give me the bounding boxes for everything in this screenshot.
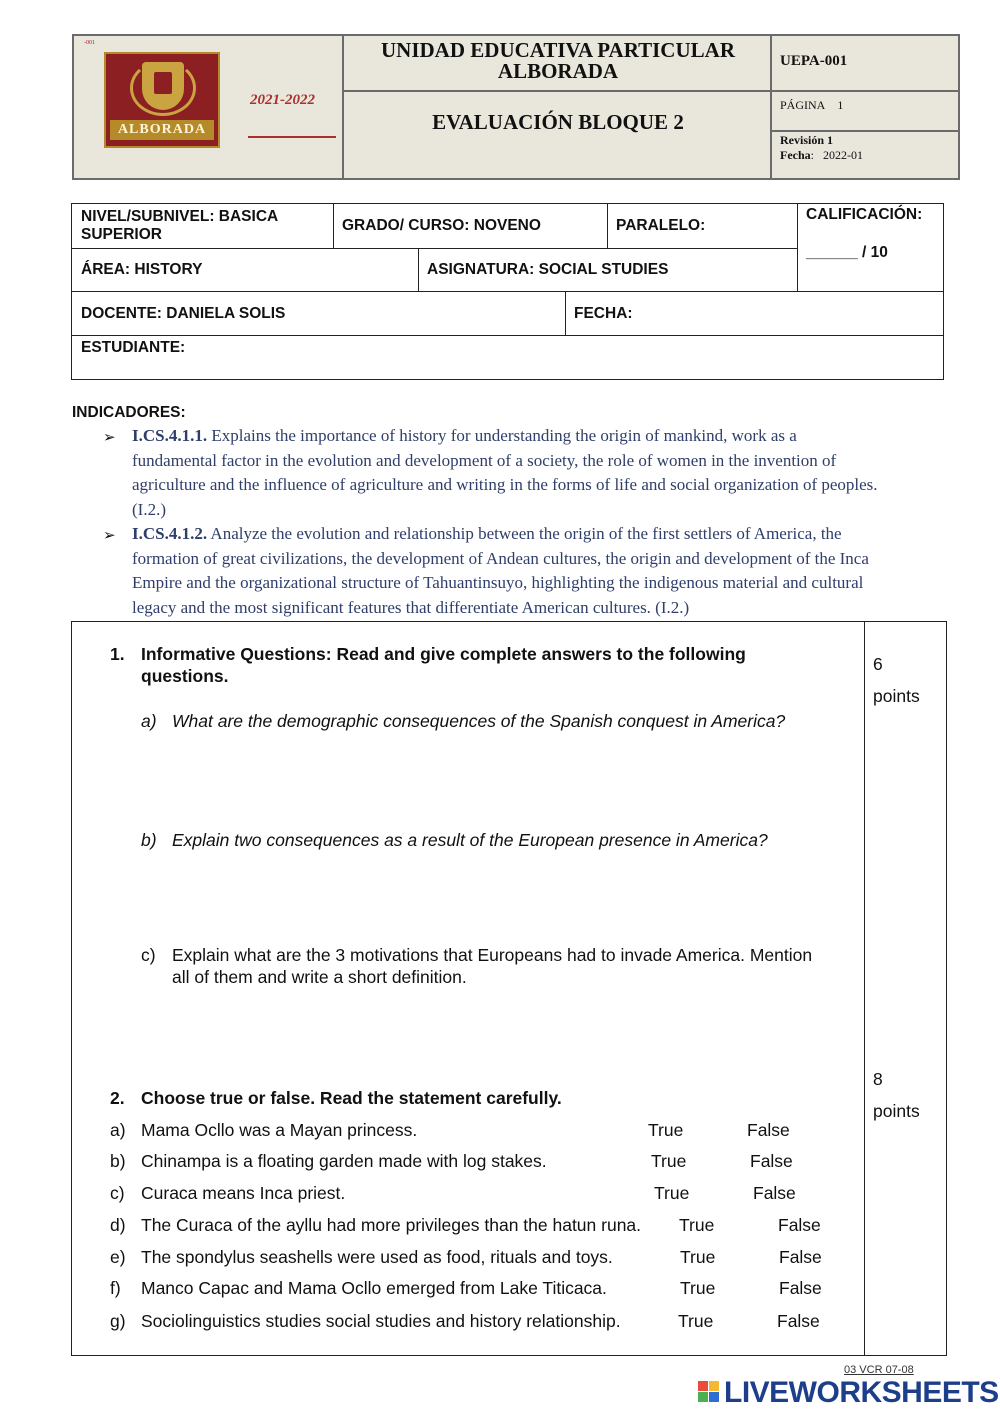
qa-label: a) [141, 711, 157, 731]
fecha-field[interactable]: FECHA: [574, 305, 633, 322]
estudiante-field[interactable]: ESTUDIANTE: [81, 339, 186, 356]
false-option[interactable]: False [777, 1311, 820, 1331]
docente-field: DOCENTE: DANIELA SOLIS [81, 305, 286, 322]
tf-item-label: e) [110, 1247, 126, 1267]
tf-item-text: Curaca means Inca priest. [141, 1183, 346, 1203]
page-number: 1 [837, 98, 844, 112]
bullet-arrow-icon: ➢ [103, 527, 116, 544]
q1-points: 6 points [873, 654, 920, 706]
qb-text: Explain two consequences as a result of the European presence in America? [172, 830, 768, 850]
qc-label: c) [141, 945, 156, 965]
q1-heading: Informative Questions: Read and give complete answers to the following questions. [141, 644, 746, 686]
q2-number: 2. [110, 1088, 125, 1108]
tf-item-text: Chinampa is a floating garden made with log stakes. [141, 1151, 547, 1171]
tf-item-text: Manco Capac and Mama Ocllo emerged from Lake Titicaca. [141, 1278, 607, 1298]
indicator-1: I.CS.4.1.1. Explains the importance of history for understanding the origin of mankind, work as a fundamental factor in the evolution and development of a society, the role of women in the invention of agriculture and the influence of agriculture and writing in the forms of life and social organization of peoples. (I.2.) [132, 426, 878, 519]
qc-text: Explain what are the 3 motivations that Europeans had to invade America. Mention all of them and write a short definition. [172, 945, 813, 987]
tf-item-label: a) [110, 1120, 126, 1140]
school-logo [104, 52, 220, 148]
evaluation-title: EVALUACIÓN BLOQUE 2 [432, 110, 684, 134]
tf-item-label: d) [110, 1215, 126, 1235]
page-label: PÁGINA 1 [780, 98, 844, 112]
school-name-line2: ALBORADA [497, 59, 619, 83]
qa-text: What are the demographic consequences of the Spanish conquest in America? [172, 711, 786, 731]
false-option[interactable]: False [753, 1183, 796, 1203]
asignatura-field: ASIGNATURA: SOCIAL STUDIES [427, 261, 669, 278]
tf-item-label: g) [110, 1311, 126, 1331]
false-option[interactable]: False [778, 1215, 821, 1235]
indicator-1-code: I.CS.4.1.1. [132, 426, 208, 445]
header-id: -001 [84, 40, 95, 46]
school-name-line1: UNIDAD EDUCATIVA PARTICULAR [381, 38, 735, 62]
bullet-arrow-icon: ➢ [103, 429, 116, 446]
indicator-2: I.CS.4.1.2. Analyze the evolution and relationship between the origin of the first settlers of America, the formation of great civilizations, the development of Andean cultures, the origin and development of the Inca Empire and the organizational structure of Tahuantinsuyo, highlighting the indigenous material and cultural legacy and the most significant features that differentiate American cultures. (I.2.) [132, 524, 869, 617]
footer-code: 03 VCR 07-08 [844, 1364, 914, 1376]
document-header [72, 34, 960, 180]
liveworksheets-logo-icon [698, 1381, 720, 1403]
true-option[interactable]: True [654, 1183, 690, 1203]
document-code: UEPA-001 [780, 53, 848, 69]
false-option[interactable]: False [779, 1278, 822, 1298]
revision-label: Revisión 1 [780, 133, 834, 147]
grado-field: GRADO/ CURSO: NOVENO [342, 217, 541, 234]
nivel-field: NIVEL/SUBNIVEL: BASICA SUPERIOR [81, 208, 279, 243]
true-option[interactable]: True [680, 1247, 716, 1267]
true-option[interactable]: True [648, 1120, 684, 1140]
tf-item-text: The Curaca of the ayllu had more privileges than the hatun runa. [141, 1215, 642, 1235]
true-option[interactable]: True [679, 1215, 715, 1235]
indicator-2-code: I.CS.4.1.2. [132, 524, 208, 543]
indicators-title: INDICADORES: [72, 404, 186, 421]
true-option[interactable]: True [678, 1311, 714, 1331]
logo-text: ALBORADA [110, 120, 214, 140]
school-name [346, 40, 770, 82]
liveworksheets-brand[interactable]: LIVEWORKSHEETS [724, 1376, 999, 1409]
false-option[interactable]: False [747, 1120, 790, 1140]
tf-item-text: Mama Ocllo was a Mayan princess. [141, 1120, 418, 1140]
score-field[interactable]: ______ / 10 [806, 244, 888, 261]
qb-label: b) [141, 830, 157, 850]
tf-item-label: f) [110, 1278, 121, 1298]
calificacion-label: CALIFICACIÓN: [806, 206, 923, 223]
q2-points: 8 points [873, 1069, 920, 1121]
header-date: Fecha: 2022-01 [780, 148, 863, 162]
tf-item-label: c) [110, 1183, 125, 1203]
area-field: ÁREA: HISTORY [81, 261, 203, 278]
q2-heading: Choose true or false. Read the statement carefully. [141, 1088, 562, 1108]
q1-number: 1. [110, 644, 125, 664]
true-option[interactable]: True [680, 1278, 716, 1298]
student-info-table [71, 203, 944, 380]
paralelo-field[interactable]: PARALELO: [616, 217, 706, 234]
false-option[interactable]: False [750, 1151, 793, 1171]
school-year: 2021-2022 [250, 92, 315, 108]
tf-item-text: Sociolinguistics studies social studies and history relationship. [141, 1311, 621, 1331]
tf-item-text: The spondylus seashells were used as food, rituals and toys. [141, 1247, 613, 1267]
false-option[interactable]: False [779, 1247, 822, 1267]
tf-item-label: b) [110, 1151, 126, 1171]
true-option[interactable]: True [651, 1151, 687, 1171]
header-date-value: 2022-01 [823, 148, 863, 162]
